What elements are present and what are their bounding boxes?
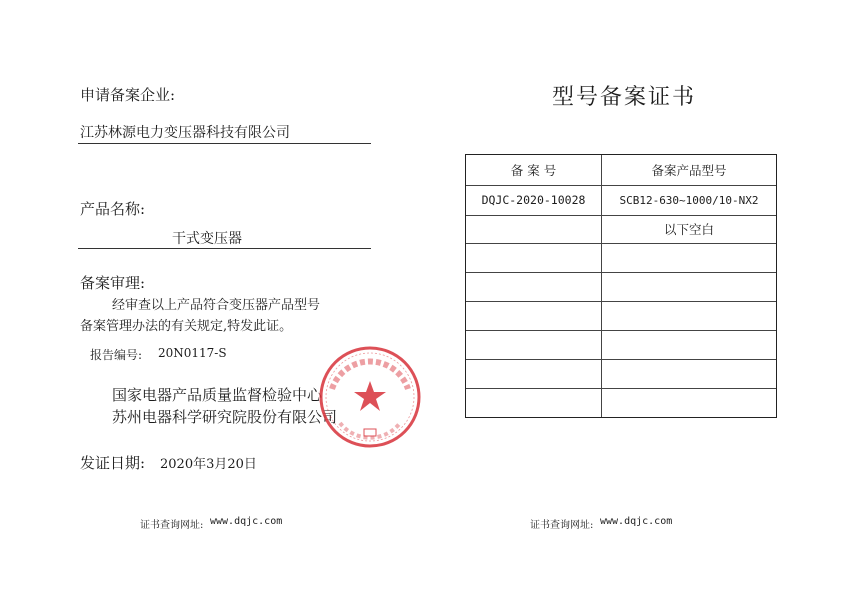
blank-below-note: 以下空白 [663, 222, 714, 237]
product-model: SCB12-630~1000/10-NX2 [619, 193, 759, 207]
left-query-label: 证书查询网址: [140, 520, 204, 531]
table-row [466, 359, 776, 389]
table-row [466, 388, 776, 417]
left-query-url: www.dqjc.com [210, 516, 283, 527]
right-query-label: 证书查询网址: [530, 520, 594, 531]
table-row [466, 272, 776, 302]
header-registration-number: 备 案 号 [510, 163, 557, 178]
table-row [466, 185, 776, 216]
applicant-value: 江苏林源电力变压器科技有限公司 [80, 125, 290, 141]
certificate-title: 型号备案证书 [552, 85, 697, 110]
review-line-2: 备案管理办法的有关规定,特发此证。 [80, 319, 293, 334]
product-underline [78, 248, 371, 249]
issuer-line-2: 苏州电器科学研究院股份有限公司 [112, 408, 338, 426]
date-label: 发证日期: [80, 454, 146, 472]
report-number-label: 报告编号: [90, 348, 143, 362]
registration-table [465, 154, 777, 418]
issuer-line-1: 国家电器产品质量监督检验中心 [112, 386, 323, 404]
table-header-row [466, 155, 776, 186]
review-label: 备案审理: [80, 274, 146, 292]
table-row [466, 243, 776, 273]
table-row [466, 330, 776, 360]
registration-number: DQJC-2020-10028 [481, 193, 586, 207]
empty-cell [466, 215, 601, 243]
date-value: 2020年3月20日 [160, 457, 257, 472]
product-value: 干式变压器 [172, 231, 242, 247]
table-row [466, 301, 776, 331]
report-number-value: 20N0117-S [158, 346, 227, 360]
official-seal-icon [318, 345, 422, 449]
header-product-model: 备案产品型号 [651, 163, 727, 178]
table-row [466, 215, 776, 244]
product-label: 产品名称: [80, 200, 146, 218]
review-line-1: 经审查以上产品符合变压器产品型号 [112, 298, 321, 313]
applicant-label: 申请备案企业: [80, 86, 176, 104]
right-query-url: www.dqjc.com [600, 516, 673, 527]
applicant-underline [78, 143, 371, 144]
